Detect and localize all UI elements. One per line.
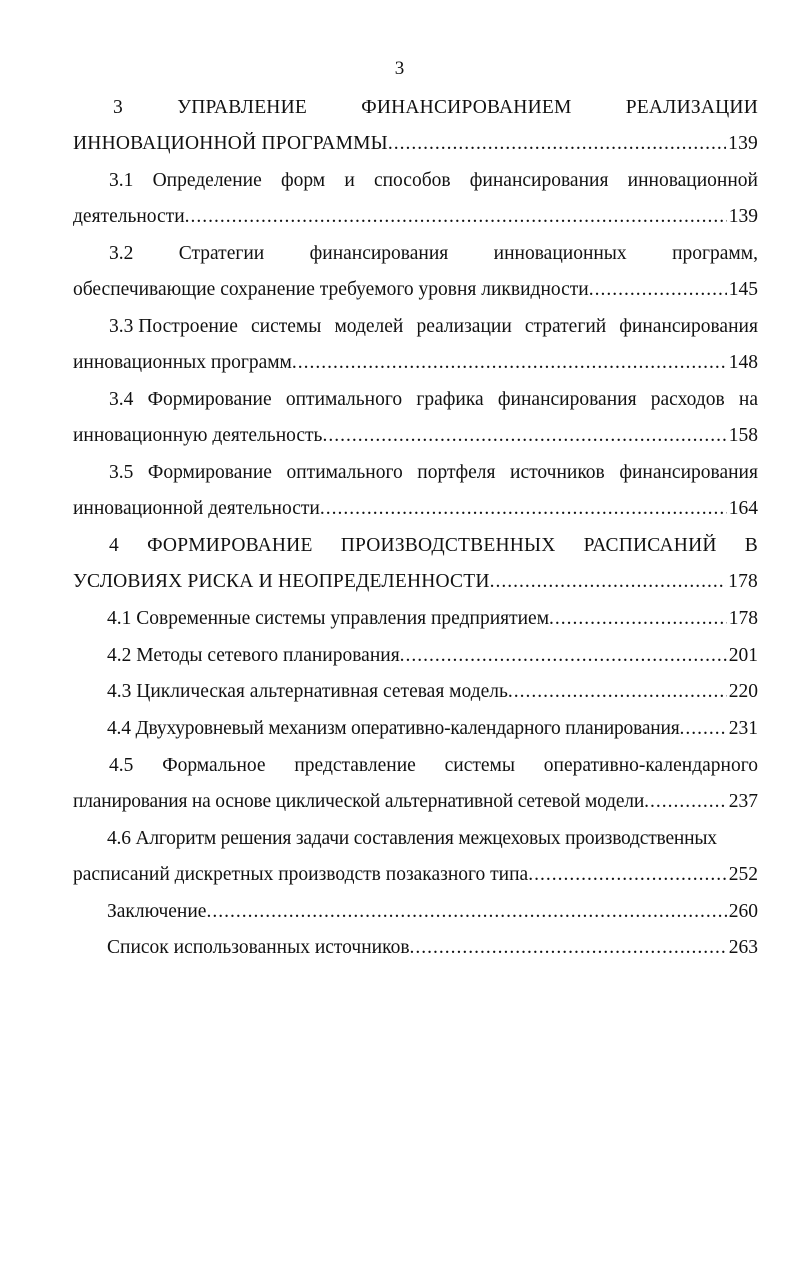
word: 3.2 <box>109 243 134 264</box>
word: Формирование <box>147 462 272 483</box>
dot-leader <box>549 601 727 637</box>
toc-title: 4.2 Методы сетевого планирования <box>107 645 400 666</box>
word: ПРОИЗВОДСТВЕННЫХ <box>340 535 556 556</box>
page-ref: 158 <box>728 425 758 446</box>
toc-line-leader <box>73 601 758 637</box>
word: 3.4 <box>109 389 134 410</box>
word: представление <box>294 755 416 776</box>
word: Формирование <box>147 389 272 410</box>
word: РАСПИСАНИЙ <box>583 535 717 556</box>
toc-title: планирования на основе циклической альтернативной сетевой модели <box>73 791 645 812</box>
word: финансирования <box>497 389 637 410</box>
toc-entry-3-1[interactable] <box>73 163 758 235</box>
toc-title: 4.1 Современные системы управления предприятием <box>107 608 550 629</box>
word: финансирования <box>469 170 609 191</box>
dot-leader <box>528 857 727 893</box>
toc-line <box>73 90 758 126</box>
page-ref: 164 <box>728 498 758 519</box>
toc-line-leader <box>73 784 758 820</box>
toc-line <box>73 748 758 784</box>
dot-leader <box>644 784 727 820</box>
toc-entry-4-2[interactable] <box>73 638 758 674</box>
toc-line-leader <box>73 638 758 674</box>
word: моделей <box>334 316 404 337</box>
dot-leader <box>185 199 727 235</box>
word: программ, <box>672 243 758 264</box>
page-ref: 178 <box>728 608 758 629</box>
word: графика <box>416 389 484 410</box>
toc-entry-conclusion[interactable] <box>73 894 758 930</box>
dot-leader <box>206 894 726 930</box>
word: Определение <box>152 170 262 191</box>
word: оперативно-календарного <box>543 755 758 776</box>
toc-line-leader <box>73 674 758 710</box>
toc-line-leader <box>73 126 758 162</box>
toc-entry-3-3[interactable] <box>73 309 758 381</box>
word: ФИНАНСИРОВАНИЕМ <box>361 97 572 118</box>
word: УПРАВЛЕНИЕ <box>177 97 307 118</box>
dot-leader <box>322 418 726 454</box>
word: стратегий <box>524 316 607 337</box>
dot-leader <box>320 491 727 527</box>
word: расходов <box>650 389 725 410</box>
toc-line-leader <box>73 272 758 308</box>
page-ref: 148 <box>728 352 758 373</box>
dot-leader <box>400 638 727 674</box>
toc-line-leader <box>73 199 758 235</box>
page-ref: 231 <box>728 718 758 739</box>
word: и <box>344 170 355 191</box>
word: оптимального <box>285 389 403 410</box>
toc-line <box>73 528 758 564</box>
dot-leader <box>680 711 727 747</box>
dot-leader <box>410 930 727 966</box>
word: В <box>744 535 758 556</box>
toc-entry-4-6[interactable] <box>73 821 758 893</box>
toc-line-leader <box>73 894 758 930</box>
page-number: 3 <box>394 58 405 79</box>
dot-leader <box>388 126 726 162</box>
toc-line-leader <box>73 711 758 747</box>
toc-line-leader <box>73 857 758 893</box>
word: ФОРМИРОВАНИЕ <box>147 535 313 556</box>
word: на <box>738 389 758 410</box>
word: форм <box>280 170 326 191</box>
page-ref: 139 <box>728 206 758 227</box>
word: портфеля <box>417 462 496 483</box>
page-ref: 260 <box>728 901 758 922</box>
toc-entry-4-3[interactable] <box>73 674 758 710</box>
dot-leader <box>508 674 727 710</box>
toc-title: 4.3 Циклическая альтернативная сетевая модель <box>107 681 508 702</box>
toc-title: расписаний дискретных производств позаказного типа <box>73 864 529 885</box>
word: 4.5 <box>109 755 134 776</box>
toc-entry-references[interactable] <box>73 930 758 966</box>
page-ref: 263 <box>728 937 758 958</box>
word: финансирования <box>309 243 449 264</box>
word: оптимального <box>286 462 403 483</box>
word: финансирования <box>619 462 758 483</box>
dot-leader <box>589 272 727 308</box>
page-ref: 145 <box>728 279 758 300</box>
page-ref: 178 <box>728 571 758 592</box>
word: 3.3 Построение <box>109 316 238 337</box>
toc-entry-4-4[interactable] <box>73 711 758 747</box>
toc-entry-4-5[interactable] <box>73 748 758 820</box>
toc-title: инновационной деятельности <box>73 498 320 519</box>
toc-title: Список использованных источников <box>107 937 410 958</box>
toc-line: 4.6 Алгоритм решения задачи составления межцеховых производственных <box>107 828 717 849</box>
word: источников <box>510 462 605 483</box>
word: Формальное <box>162 755 266 776</box>
word: финансирования <box>619 316 758 337</box>
word: системы <box>250 316 322 337</box>
toc-entry-3-4[interactable] <box>73 382 758 454</box>
toc-title: Заключение <box>107 901 207 922</box>
chapter-number: 4 <box>109 535 119 556</box>
toc-line-leader <box>73 491 758 527</box>
toc-line <box>73 236 758 272</box>
toc-line <box>73 163 758 199</box>
toc-line-leader <box>73 564 758 600</box>
toc-entry-3-5[interactable] <box>73 455 758 527</box>
toc-title: 4.4 Двухуровневый механизм оперативно-календарного планирования <box>107 718 680 739</box>
toc-title: ИННОВАЦИОННОЙ ПРОГРАММЫ <box>73 133 388 154</box>
word: РЕАЛИЗАЦИИ <box>625 97 758 118</box>
page-ref: 220 <box>728 681 758 702</box>
toc-line <box>73 382 758 418</box>
toc-title: инновационных программ <box>73 352 292 373</box>
toc-entry-3-2[interactable] <box>73 236 758 308</box>
page-ref: 237 <box>728 791 758 812</box>
word: реализации <box>416 316 512 337</box>
word: инновационных <box>493 243 627 264</box>
word: системы <box>444 755 515 776</box>
toc-title: инновационную деятельность <box>73 425 323 446</box>
word: инновационной <box>627 170 758 191</box>
word: 3.5 <box>109 462 134 483</box>
toc-entry-chapter-3[interactable] <box>73 90 758 162</box>
toc-entry-chapter-4[interactable] <box>73 528 758 600</box>
toc-title: обеспечивающие сохранение требуемого уровня ликвидности <box>73 279 589 300</box>
toc-line <box>73 455 758 491</box>
page-ref: 252 <box>728 864 758 885</box>
word: Стратегии <box>178 243 265 264</box>
word: 3.1 <box>109 170 134 191</box>
toc-title: УСЛОВИЯХ РИСКА И НЕОПРЕДЕЛЕННОСТИ <box>73 571 490 592</box>
toc-entry-4-1[interactable] <box>73 601 758 637</box>
toc-line-leader <box>73 345 758 381</box>
dot-leader <box>490 564 727 600</box>
toc-line-leader <box>73 418 758 454</box>
chapter-number: 3 <box>113 97 123 118</box>
page-ref: 201 <box>728 645 758 666</box>
page-ref: 139 <box>728 133 758 154</box>
word: способов <box>373 170 451 191</box>
toc-line <box>73 309 758 345</box>
toc-line-leader <box>73 930 758 966</box>
toc-title: деятельности <box>73 206 185 227</box>
dot-leader <box>292 345 727 381</box>
